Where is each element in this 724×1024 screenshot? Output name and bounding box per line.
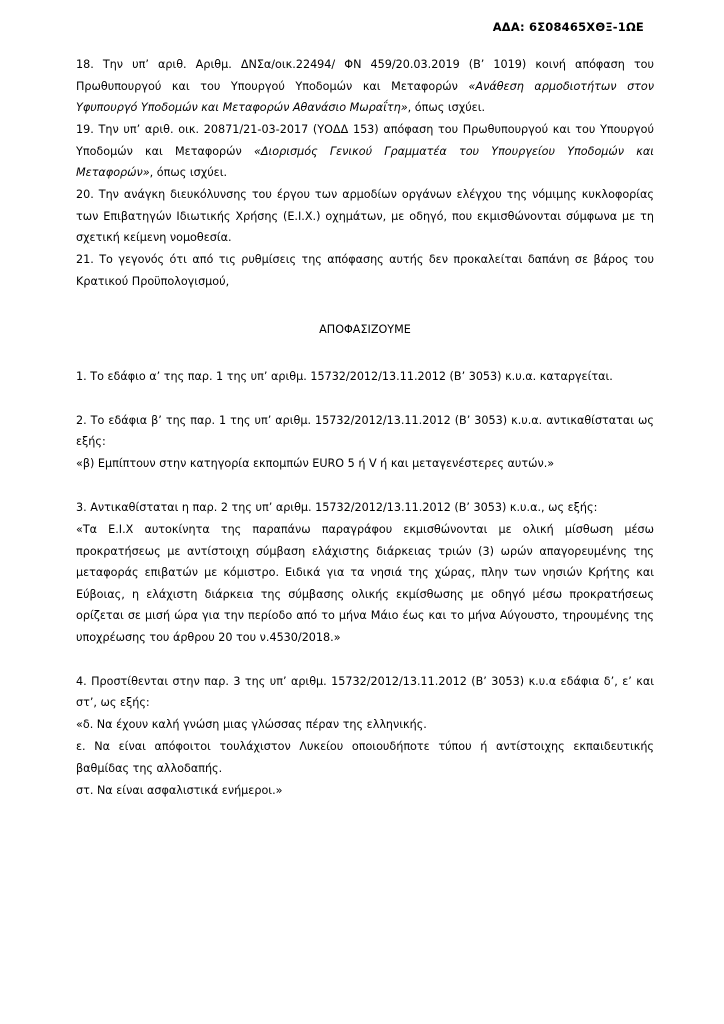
decision-item-2-quote: «β) Εμπίπτουν στην κατηγορία εκπομπών EURO 5 ή V ή και μεταγενέστερες αυτών.» — [76, 457, 555, 471]
decision-item-4: 4. Προστίθενται στην παρ. 3 της υπ’ αριθμ. 15732/2012/13.11.2012 (Β’ 3053) κ.υ.α εδάφια δ’, ε’ και στ’, ως εξής: — [76, 674, 654, 710]
document-body — [62, 54, 662, 801]
paragraph-20: 20. Την ανάγκη διευκόλυνσης του έργου των αρμοδίων οργάνων ελέγχου της νόμιμης κυκλοφορίας των Επιβατηγών Ιδιωτικής Χρήσης (Ε.Ι.Χ.) οχημάτων, με οδηγό, που εκμισθώνονται σύμφωνα με τη σχετική κείμενη νομοθεσία. — [76, 188, 654, 244]
paragraph-19-text-a: 19. Την υπ’ αριθ. οικ. 20871/21-03-2017 (ΥΟΔΔ 153) απόφαση του Πρωθυπουργού και του Υπουργού Υποδομών και Μεταφορών — [76, 123, 654, 158]
decision-item-4-st: στ. Να είναι ασφαλιστικά ενήμεροι.» — [76, 783, 283, 797]
decision-item-4-d: «δ. Να έχουν καλή γνώση μιας γλώσσας πέραν της ελληνικής. — [76, 718, 427, 732]
paragraph-21: 21. Το γεγονός ότι από τις ρυθμίσεις της απόφασης αυτής δεν προκαλείται δαπάνη σε βάρος του Κρατικού Προϋπολογισμού, — [76, 253, 654, 288]
decision-item-2: 2. Το εδάφια β’ της παρ. 1 της υπ’ αριθμ. 15732/2012/13.11.2012 (Β’ 3053) κ.υ.α. αντικαθίσταται ως εξής: — [76, 413, 654, 449]
decision-item-3-quote: «Τα Ε.Ι.Χ αυτοκίνητα της παραπάνω παραγράφου εκμισθώνονται με ολική μίσθωση μέσω προκρατήσεως με αντίστοιχη σύμβαση ελάχιστης διάρκειας τριών (3) ωρών απαγορευμένης της μεταφοράς επιβατών με κόμιστρο. Ειδικά για τα νησιά της χώρας, πλην των νησιών Κρήτης και Εύβοιας, η ελάχιστη διάρκεια της σύμβασης ολικής εκμίσθωσης με οδηγό μέσω προκρατήσεως ορίζεται σε μισή ώρα για την περίοδο από το μήνα Μάιο έως και το μήνα Αύγουστο, τηρουμένης της υποχρέωσης του άρθρου 20 του ν.4530/2018.» — [76, 523, 654, 644]
paragraph-19-italic: «Διορισμός Γενικού Γραμματέα του Υπουργείου Υποδομών και Μεταφορών» — [76, 144, 655, 179]
paragraph-18-italic: «Ανάθεση αρμοδιοτήτων στον Υφυπουργό Υποδομών και Μεταφορών Αθανάσιο Μωραΐτη» — [76, 79, 654, 114]
decision-item-1: 1. Το εδάφιο α’ της παρ. 1 της υπ’ αριθμ. 15732/2012/13.11.2012 (Β’ 3053) κ.υ.α. καταργείται. — [76, 369, 613, 383]
decision-heading: ΑΠΟΦΑΣΙΖΟΥΜΕ — [319, 322, 411, 336]
ada-header: ΑΔΑ: 6Σ08465ΧΘΞ-1ΩΕ — [492, 20, 644, 34]
paragraph-19 — [76, 119, 654, 184]
decision-item-4-e: ε. Να είναι απόφοιτοι τουλάχιστον Λυκείου οποιουδήποτε τύπου ή αντίστοιχης εκπαιδευτικής βαθμίδας της αλλοδαπής. — [76, 740, 654, 775]
decision-item-3: 3. Αντικαθίσταται η παρ. 2 της υπ’ αριθμ. 15732/2012/13.11.2012 (Β’ 3053) κ.υ.α., ως εξής: — [76, 501, 598, 515]
paragraph-18 — [76, 54, 654, 119]
paragraph-18-text-b: , όπως ισχύει. — [407, 101, 486, 114]
paragraph-18-text-a: 18. Την υπ’ αριθ. Αριθμ. ΔΝΣα/οικ.22494/ ΦΝ 459/20.03.2019 (Β’ 1019) κοινή απόφαση του Πρωθυπουργού και του Υπουργού Υποδομών και Μεταφορών — [76, 58, 654, 93]
paragraph-19-text-b: , όπως ισχύει. — [149, 166, 228, 179]
